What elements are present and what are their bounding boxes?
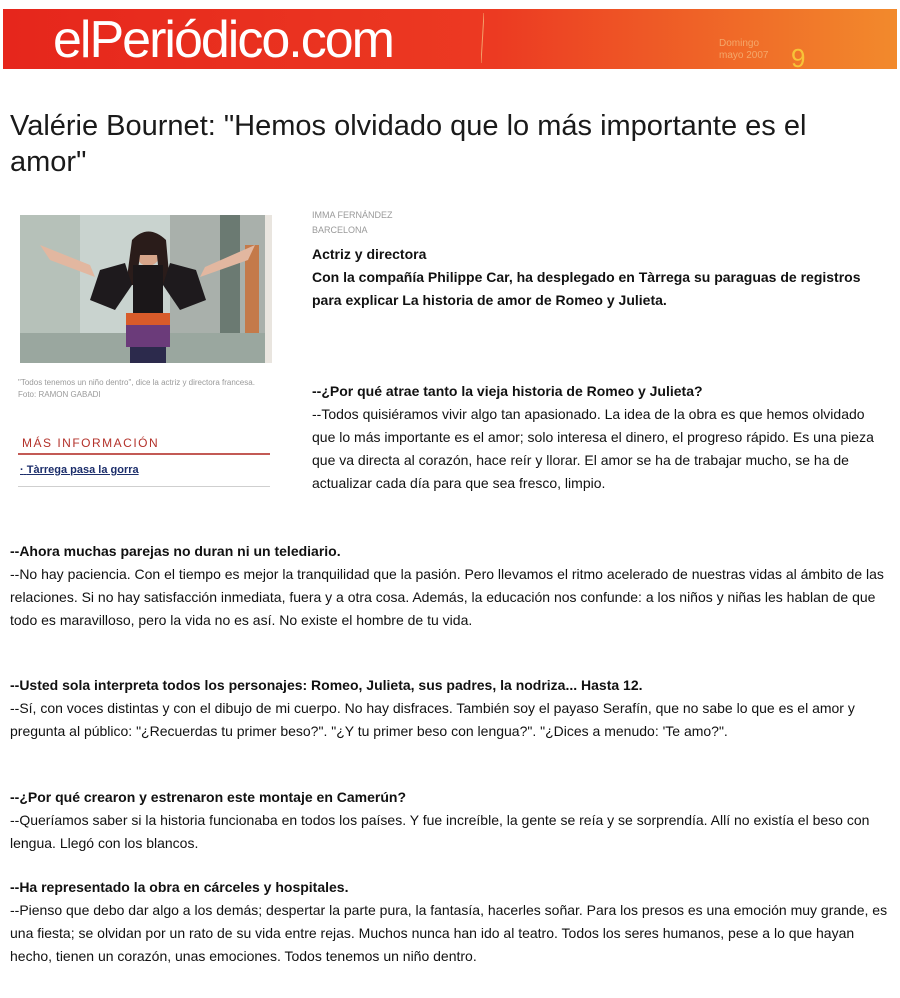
byline-place: BARCELONA — [312, 225, 368, 235]
qa-block — [10, 674, 888, 743]
byline-author: IMMA FERNÁNDEZ — [312, 210, 393, 220]
masthead — [3, 9, 897, 73]
site-logo[interactable]: elPeriódico.com — [53, 11, 393, 69]
mas-informacion-title: MÁS INFORMACIÓN — [22, 436, 160, 450]
qa-question: --¿Por qué atrae tanto la vieja historia de Romeo y Julieta? — [312, 383, 703, 399]
photo-caption: "Todos tenemos un niño dentro", dice la actriz y directora francesa. Foto: RAMON GABADI — [18, 378, 255, 399]
qa-block — [10, 876, 888, 968]
lead-title: Actriz y directora — [312, 246, 427, 262]
related-link[interactable] — [20, 464, 139, 476]
qa-block — [312, 380, 880, 495]
article-lead — [312, 243, 872, 312]
logo-slash-icon — [481, 13, 484, 63]
qa-answer: --Queríamos saber si la historia funcionaba en todos los países. Y fue increíble, la gente se reía y se sorprendía. Allí no existía el beso con lengua. Llegó con los blancos. — [10, 812, 870, 851]
qa-question: --Usted sola interpreta todos los personajes: Romeo, Julieta, sus padres, la nodriza... Hasta 12. — [10, 677, 643, 693]
date-line-2: mayo 2007 — [719, 50, 769, 61]
lead-text: Con la compañía Philippe Car, ha desplegado en Tàrrega su paraguas de registros para explicar La historia de amor de Romeo y Julieta. — [312, 269, 861, 308]
byline — [312, 208, 393, 238]
qa-block — [10, 540, 888, 632]
article-photo — [20, 215, 272, 363]
date-box — [719, 38, 768, 62]
qa-question: --¿Por qué crearon y estrenaron este montaje en Camerún? — [10, 789, 406, 805]
mas-informacion-divider — [18, 453, 270, 455]
page-number: 9 — [791, 43, 806, 73]
qa-answer: --No hay paciencia. Con el tiempo es mejor la tranquilidad que la pasión. Pero llevamos el ritmo acelerado de nuestras vidas al ámbito de las relaciones. Si no hay satisfacción inmediata, fuera y a otra cosa. Además, la educación nos confunde: a los niños y niñas les hablan de que todo es maravilloso, pero la vida no es así. No existe el hombre de tu vida. — [10, 566, 884, 628]
qa-answer: --Sí, con voces distintas y con el dibujo de mi cuerpo. No hay disfraces. También soy el payaso Serafín, que no sabe lo que es el amor y pregunta al público: "¿Recuerdas tu primer beso?". "¿Y tu primer beso con lengua?". "¿Dices a menudo: 'Te amo?". — [10, 700, 855, 739]
qa-answer: --Todos quisiéramos vivir algo tan apasionado. La idea de la obra es que hemos olvidado que lo más importante es el amor; solo interesa el dinero, el progreso rápido. Es una pieza que va directa al corazón, hace reír y llorar. El amor se ha de trabajar mucho, se ha de actualizar cada día para que sea fresco, limpio. — [312, 406, 874, 491]
article-headline: Valérie Bournet: "Hemos olvidado que lo más importante es el amor" — [10, 110, 807, 178]
qa-question: --Ahora muchas parejas no duran ni un telediario. — [10, 543, 341, 559]
bullet-icon: · — [20, 464, 24, 476]
qa-question: --Ha representado la obra en cárceles y hospitales. — [10, 879, 349, 895]
related-link-label[interactable]: Tàrrega pasa la gorra — [26, 464, 139, 476]
date-line-1: Domingo — [719, 38, 760, 49]
mas-informacion-bottom-divider — [18, 486, 270, 487]
qa-answer: --Pienso que debo dar algo a los demás; despertar la parte pura, la fantasía, hacerles soñar. Para los presos es una emoción muy grande, es una fiesta; se olvidan por un rato de su vida entre rejas. Muchos nunca han ido al teatro. Todos los seres humanos, pese a lo que hayan hecho, tienen un corazón, unas emociones. Todos tenemos un niño dentro. — [10, 902, 888, 964]
qa-block — [10, 786, 888, 855]
